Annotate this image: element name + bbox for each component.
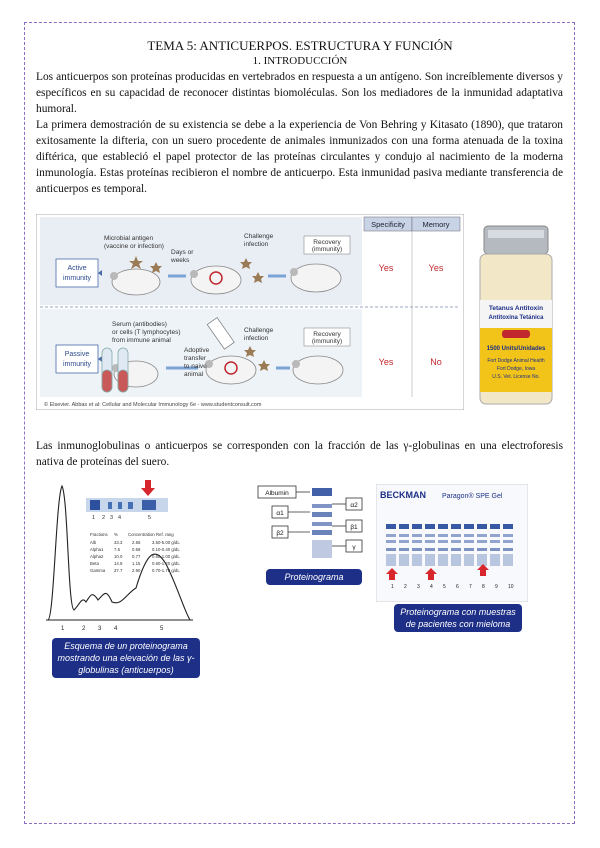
svg-text:Fort Dodge, Iowa: Fort Dodge, Iowa [496,366,536,372]
immunity-figure [36,214,464,410]
svg-text:Albumin: Albumin [265,490,289,497]
passive-specificity-value: Yes [378,357,394,367]
svg-text:10: 10 [508,584,514,590]
svg-text:1: 1 [391,584,394,590]
gel-brand: BECKMAN [380,490,426,500]
svg-text:2: 2 [102,515,106,521]
svg-text:Alpha1: Alpha1 [90,547,104,552]
svg-text:5: 5 [148,515,152,521]
svg-text:animal: animal [184,371,204,378]
normal-gel-figure [256,484,374,572]
svg-text:α2: α2 [350,502,358,509]
figure-credit: © Elsevier. Abbas et al: Cellular and Molecular Immunology 6e - www.studentconsult.com [44,402,262,408]
svg-text:0.60-1.20 g/dL: 0.60-1.20 g/dL [152,561,180,566]
svg-text:immunity: immunity [62,361,92,368]
svg-text:to naive: to naive [184,363,207,370]
svg-text:Microbial antigen: Microbial antigen [104,235,154,242]
active-specificity-value: Yes [378,263,394,273]
svg-text:3: 3 [110,515,114,521]
svg-text:37.7: 37.7 [114,568,123,573]
svg-text:Adoptive: Adoptive [184,347,210,354]
svg-text:4: 4 [430,584,433,590]
svg-text:5: 5 [160,626,164,632]
svg-text:0.60-1.00 g/dL: 0.60-1.00 g/dL [152,554,180,559]
svg-text:1.15: 1.15 [132,561,141,566]
svg-text:0.58: 0.58 [132,547,141,552]
passive-memory-value: No [430,357,442,367]
proteinogram-schema-caption: Esquema de un proteinograma mostrando una elevación de las γ-globulinas (anticuerpos) [52,638,200,678]
svg-text:3.50-5.00 g/dL: 3.50-5.00 g/dL [152,540,180,545]
svg-text:4: 4 [114,626,118,632]
svg-text:1: 1 [61,626,65,632]
svg-text:9: 9 [495,584,498,590]
svg-text:Tetanus Antitoxin: Tetanus Antitoxin [488,305,544,312]
svg-text:2: 2 [404,584,407,590]
svg-text:2.90: 2.90 [132,568,141,573]
myeloma-gel-figure [376,484,528,602]
svg-text:(immunity): (immunity) [311,338,343,345]
svg-text:Fractions: Fractions [90,532,108,537]
svg-text:γ: γ [352,544,356,551]
svg-text:Antitoxina Tetánica: Antitoxina Tetánica [488,315,544,321]
svg-text:%: % [114,532,118,537]
svg-text:from immune animal: from immune animal [112,337,171,344]
active-immunity-label: Active [67,265,87,272]
svg-text:10.0: 10.0 [114,554,123,559]
svg-text:Recovery: Recovery [313,331,341,338]
myeloma-gel-caption: Proteinograma con muestras de pacientes con mieloma [394,604,522,632]
svg-text:2: 2 [82,626,86,632]
svg-text:U.S. Vet. License No.: U.S. Vet. License No. [492,374,540,380]
svg-text:(vaccine or infection): (vaccine or infection) [104,243,164,250]
svg-text:infection: infection [244,335,269,342]
svg-text:2.56: 2.56 [132,540,141,545]
svg-text:β2: β2 [276,530,284,537]
svg-text:3: 3 [98,626,102,632]
svg-text:14.9: 14.9 [114,561,123,566]
svg-text:Gamma: Gamma [90,568,106,573]
svg-text:8: 8 [482,584,485,590]
svg-text:Challenge: Challenge [244,233,274,240]
svg-text:33.3: 33.3 [114,540,123,545]
svg-text:Concentration: Concentration [128,532,155,537]
svg-text:7.5: 7.5 [114,547,120,552]
svg-text:1500 Units/Unidades: 1500 Units/Unidades [486,346,546,352]
proteinogram-schema [38,478,198,636]
svg-text:Challenge: Challenge [244,327,274,334]
svg-text:or cells (T lymphocytes): or cells (T lymphocytes) [112,329,181,336]
svg-text:Fort Dodge Animal Health: Fort Dodge Animal Health [487,358,545,364]
history-paragraph: La primera demostración de su existencia se debe a la experiencia de Von Behring y Kitasato (1890), que trataron exitosamente la difteria, con un suero procedente de animales inmunizados con una forma atenuada de la toxina diftérica, que estableció el papel protector de las proteínas circulantes y condujo al nacimiento de la moderna inmunología. Estas proteínas recibieron el nombre de anticuerpo. Esta inmunidad pasiva mediante transferencia de anticuerpos es temporal. [36,119,563,195]
svg-text:4: 4 [118,515,122,521]
svg-text:weeks: weeks [171,257,190,264]
svg-text:Serum (antibodies): Serum (antibodies) [112,321,167,328]
passive-immunity-label: Passive [64,351,90,358]
svg-text:0.77: 0.77 [132,554,141,559]
svg-text:Alb: Alb [90,540,97,545]
svg-text:Ref. rang: Ref. rang [156,532,174,537]
svg-text:Alpha2: Alpha2 [90,554,104,559]
svg-text:(immunity): (immunity) [311,246,343,253]
active-memory-value: Yes [428,263,444,273]
svg-text:0.70-1.70 g/dL: 0.70-1.70 g/dL [152,568,180,573]
gel-product: Paragon® SPE Gel [442,493,503,500]
svg-text:infection: infection [244,241,269,248]
section-heading: 1. INTRODUCCIÓN [252,55,348,67]
antitoxin-vial-photo [468,220,564,410]
specificity-header: Specificity [371,220,405,229]
svg-text:β1: β1 [350,524,358,531]
immunoglobulin-paragraph: Las inmunoglobulinas o anticuerpos se corresponden con la fracción de las γ-globulinas en una electroforesis nativa de proteínas del suero. [36,440,563,468]
svg-text:0.10-0.40 g/dL: 0.10-0.40 g/dL [152,547,180,552]
arrow-down-icon [141,480,155,496]
svg-text:Days or: Days or [171,249,194,256]
svg-text:6: 6 [456,584,459,590]
page-title: TEMA 5: ANTICUERPOS. ESTRUCTURA Y FUNCIÓN [147,38,453,53]
svg-text:1: 1 [92,515,96,521]
svg-text:α1: α1 [276,510,284,517]
svg-text:immunity: immunity [62,275,92,282]
svg-text:Recovery: Recovery [313,239,341,246]
svg-text:7: 7 [469,584,472,590]
normal-gel-caption: Proteinograma normal [266,569,362,585]
intro-paragraph: Los anticuerpos son proteínas producidas en vertebrados en respuesta a un antígeno. Son increíblemente diversos y específicos en su capacidad de reconocer distintas biomoléculas. Son los mediadores de la inmunidad adaptativa humoral. [36,71,563,115]
svg-text:Beta: Beta [90,561,99,566]
svg-text:3: 3 [417,584,420,590]
memory-header: Memory [422,220,450,229]
svg-text:transfer: transfer [184,355,207,362]
svg-text:5: 5 [443,584,446,590]
